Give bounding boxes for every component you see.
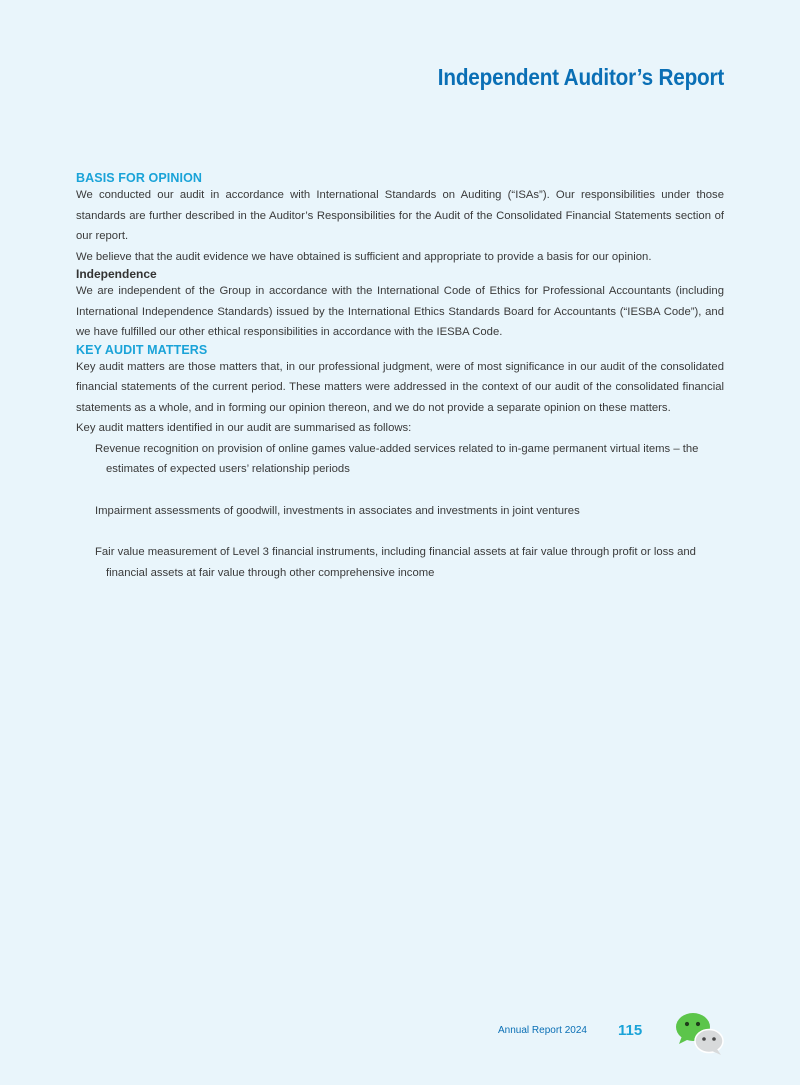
- section-heading-key-audit-matters: KEY AUDIT MATTERS: [76, 342, 208, 357]
- page-title: Independent Auditor’s Report: [437, 64, 724, 90]
- key-audit-matters-list: [76, 439, 724, 584]
- list-item: Impairment assessments of goodwill, investments in associates and investments in joint ventures: [95, 504, 580, 517]
- kam-paragraph-2: Key audit matters identified in our audit are summarised as follows:: [76, 422, 412, 434]
- section-heading-basis-for-opinion: BASIS FOR OPINION: [76, 171, 203, 185]
- list-item: Revenue recognition on provision of online games value-added services related to in-game permanent virtual items – the estimates of expected users’ relationship periods: [95, 442, 699, 475]
- page-footer: [0, 1020, 800, 1060]
- report-body: [76, 171, 724, 604]
- wechat-grey-bubble-icon: [695, 1030, 723, 1056]
- list-item: Fair value measurement of Level 3 financial instruments, including financial assets at fair value through profit or loss and financial assets at fair value through other comprehensive income: [95, 546, 696, 579]
- basis-paragraph-2: We believe that the audit evidence we have obtained is sufficient and appropriate to provide a basis for our opinion.: [76, 250, 652, 263]
- subheading-independence: Independence: [76, 267, 157, 281]
- footer-report-label: Annual Report 2024: [498, 1025, 587, 1036]
- wechat-logo-icon: [674, 1012, 726, 1056]
- independence-paragraph: We are independent of the Group in accordance with the International Code of Ethics for Professional Accountants (including International Independence Standards) issued by the International Ethics Standards Board for Accountants (“IESBA Code”), and we have fulfilled our other ethical responsibilities in accordance with the IESBA Code.: [76, 285, 724, 338]
- kam-paragraph-1: Key audit matters are those matters that, in our professional judgment, were of most significance in our audit of the consolidated financial statements of the current period. These matters were addressed in the context of our audit of the consolidated financial statements as a whole, and in forming our opinion thereon, and we do not provide a separate opinion on these matters.: [76, 360, 724, 414]
- basis-paragraph-1: We conducted our audit in accordance with International Standards on Auditing (“ISAs”). Our responsibilities under those standards are further described in the Auditor’s Responsibilities for the Audit of the Consolidated Financial Statements section of our report.: [76, 189, 724, 242]
- page-number: 115: [618, 1022, 643, 1039]
